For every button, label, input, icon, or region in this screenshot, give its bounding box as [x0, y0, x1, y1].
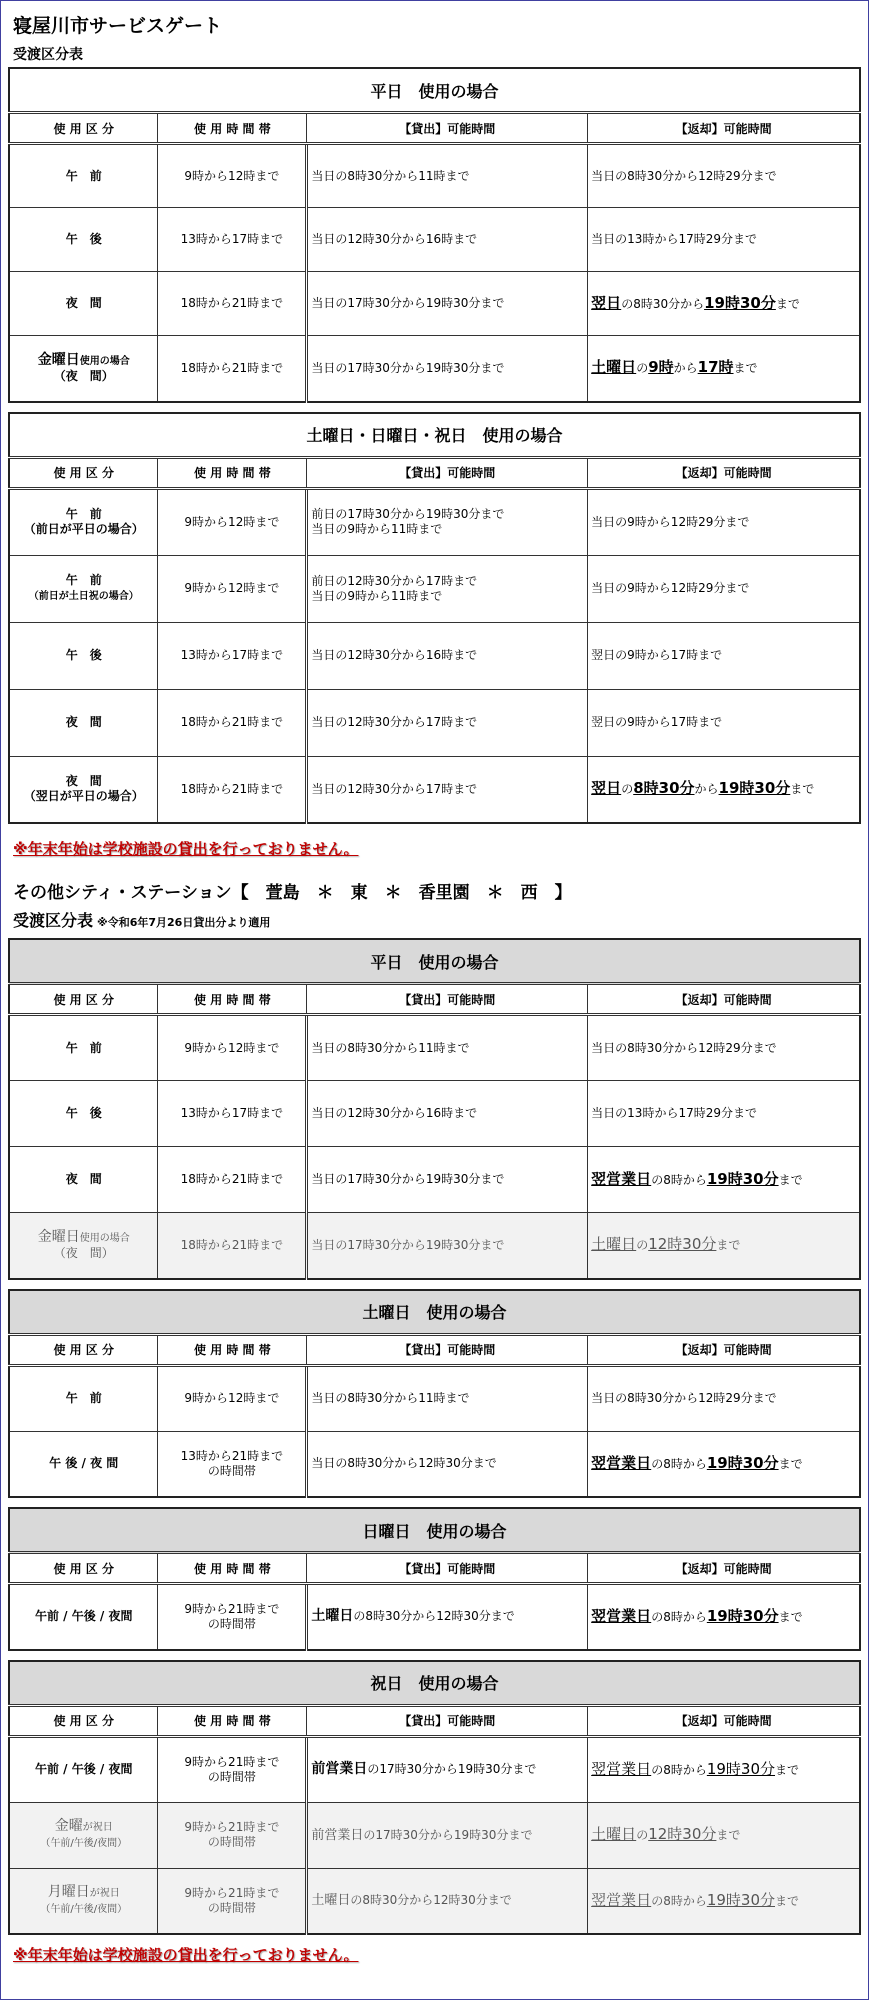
row-jikan: 13時から17時まで	[158, 622, 307, 689]
header-lend: 【貸出】可能時間	[307, 113, 588, 144]
header-kubun: 使 用 区 分	[9, 984, 158, 1015]
return-text: の8時から	[651, 1893, 707, 1908]
highlight-time: 9時	[648, 358, 674, 377]
row-return: 当日の8時30分から12時29分まで	[588, 1015, 860, 1081]
jikan-line: 13時から21時まで	[180, 1448, 284, 1463]
row-kubun	[9, 336, 158, 402]
kubun-sub: （夜 間）	[53, 368, 114, 383]
lend-text: の17時30分から19時30分まで	[363, 1827, 533, 1842]
row-return	[588, 1213, 860, 1279]
table-title-text: 受渡区分表	[13, 911, 94, 930]
kubun-sub: （前日が土日祝の場合）	[28, 591, 139, 602]
return-text: まで	[775, 1893, 800, 1908]
header-return: 【返却】可能時間	[588, 1553, 860, 1584]
row-jikan: 18時から21時まで	[158, 1147, 307, 1213]
lend-line: 当日の9時から11時まで	[311, 522, 443, 536]
return-text: の	[636, 1828, 649, 1842]
kubun-note: 使用の場合	[79, 355, 130, 367]
table-row	[9, 1147, 860, 1213]
return-text: の8時から	[651, 1172, 707, 1187]
row-jikan: 9時から12時まで	[158, 488, 307, 555]
kubun-main: 午 前	[65, 507, 102, 521]
row-lend	[307, 1868, 588, 1934]
return-text: まで	[790, 782, 815, 797]
lend-day: 土曜日	[311, 1608, 354, 1625]
row-lend: 当日の17時30分から19時30分まで	[307, 1213, 588, 1279]
header-return: 【返却】可能時間	[588, 1334, 860, 1365]
lend-text: の17時30分から19時30分まで	[367, 1762, 537, 1776]
highlight-time: 19時30分	[706, 1759, 776, 1778]
return-text: の8時30分から	[621, 296, 705, 311]
kubun-sub: （前日が平日の場合）	[23, 522, 144, 536]
row-lend	[307, 1584, 588, 1650]
return-text: の	[621, 782, 634, 797]
row-return: 当日の8時30分から12時29分まで	[588, 1365, 860, 1431]
row-lend	[307, 1802, 588, 1868]
header-kubun: 使 用 区 分	[9, 113, 158, 144]
header-jikan: 使 用 時 間 帯	[158, 113, 307, 144]
jikan-line: の時間帯	[207, 1463, 256, 1478]
row-return	[588, 756, 860, 823]
lend-day: 前営業日	[311, 1761, 368, 1777]
return-text: の8時から	[651, 1456, 707, 1471]
header-return: 【返却】可能時間	[588, 1705, 860, 1736]
row-return: 当日の8時30分から12時29分まで	[588, 144, 860, 208]
row-jikan: 18時から21時まで	[158, 756, 307, 823]
row-lend: 当日の8時30分から11時まで	[307, 1015, 588, 1081]
lend-line: 前日の17時30分から19時30分まで	[311, 507, 505, 521]
table-row	[9, 1213, 860, 1279]
row-lend	[307, 555, 588, 622]
table-row	[9, 1365, 860, 1431]
jikan-line: の時間帯	[207, 1900, 256, 1915]
row-jikan	[158, 1584, 307, 1650]
row-kubun	[9, 1868, 158, 1934]
row-kubun: 夜 間	[9, 1147, 158, 1213]
table-row	[9, 208, 860, 272]
table-row	[9, 1015, 860, 1081]
table-row	[9, 1736, 860, 1802]
kubun-day: 月曜日	[47, 1883, 90, 1900]
lend-line: 前日の12時30分から17時まで	[311, 573, 478, 588]
return-text: の8時から	[651, 1762, 707, 1777]
highlight-time: 12時30分	[648, 1825, 717, 1843]
table-caption: 平日 使用の場合	[9, 939, 860, 984]
row-lend: 当日の12時30分から16時まで	[307, 1081, 588, 1147]
station-saturday-table	[8, 1289, 861, 1499]
jikan-line: の時間帯	[207, 1835, 256, 1849]
row-return	[588, 1802, 860, 1868]
return-text: の8時から	[651, 1609, 707, 1624]
row-kubun: 午 後	[9, 622, 158, 689]
table-row	[9, 622, 860, 689]
row-jikan	[158, 1868, 307, 1934]
kubun-main: 午 前	[65, 573, 102, 587]
highlight-time: 19時30分	[706, 1169, 779, 1188]
row-kubun: 午前 / 午後 / 夜間	[9, 1584, 158, 1650]
table-caption: 土曜日・日曜日・祝日 使用の場合	[9, 413, 860, 458]
row-kubun	[9, 488, 158, 555]
row-kubun: 午 後	[9, 208, 158, 272]
return-text: から	[694, 782, 719, 797]
return-text: まで	[775, 1762, 800, 1777]
header-return: 【返却】可能時間	[588, 457, 860, 488]
table-row	[9, 756, 860, 823]
section-title: その他シティ・ステーション【 萱島 ＊ 東 ＊ 香里園 ＊ 西 】	[13, 883, 572, 903]
highlight-time: 17時	[697, 358, 734, 377]
year-end-warning: ※年末年始は学校施設の貸出を行っておりません。	[13, 840, 359, 858]
table-caption: 日曜日 使用の場合	[9, 1508, 860, 1553]
row-jikan: 18時から21時まで	[158, 1213, 307, 1279]
jikan-line: 9時から21時まで	[184, 1601, 280, 1616]
row-kubun	[9, 1213, 158, 1279]
return-text: から	[673, 361, 698, 376]
row-return	[588, 1147, 860, 1213]
kubun-note: が祝日	[82, 1822, 113, 1833]
row-lend: 当日の8時30分から12時30分まで	[307, 1431, 588, 1497]
kubun-note: が祝日	[89, 1887, 120, 1899]
kubun-note: 使用の場合	[79, 1232, 130, 1244]
table-title: 受渡区分表	[13, 47, 83, 63]
header-kubun: 使 用 区 分	[9, 1705, 158, 1736]
return-text: まで	[716, 1238, 741, 1253]
table-note: ※令和6年7月26日貸出分より適用	[97, 916, 271, 929]
row-jikan: 9時から12時まで	[158, 1015, 307, 1081]
row-return	[588, 1736, 860, 1802]
table-caption: 土曜日 使用の場合	[9, 1290, 860, 1335]
return-text: の	[636, 1238, 649, 1253]
jikan-line: 9時から21時まで	[184, 1754, 280, 1769]
row-return: 当日の13時から17時29分まで	[588, 208, 860, 272]
row-kubun: 午 前	[9, 1365, 158, 1431]
kubun-sub: （午前/午後/夜間）	[40, 1903, 128, 1915]
row-lend: 当日の17時30分から19時30分まで	[307, 272, 588, 336]
highlight-time: 8時30分	[633, 779, 695, 798]
row-kubun: 午 前	[9, 144, 158, 208]
kubun-day: 金曜日	[37, 351, 80, 368]
kubun-sub: （午前/午後/夜間）	[40, 1838, 128, 1849]
highlight-day: 翌日	[591, 293, 622, 312]
lend-text: の8時30分から12時30分まで	[353, 1609, 515, 1624]
row-return	[588, 1431, 860, 1497]
jikan-line: の時間帯	[207, 1616, 256, 1631]
highlight-day: 土曜日	[591, 358, 637, 377]
row-jikan: 18時から21時まで	[158, 336, 307, 402]
table-caption: 平日 使用の場合	[9, 68, 860, 113]
highlight-day: 翌日	[591, 779, 622, 798]
return-text: まで	[778, 1456, 803, 1471]
header-jikan: 使 用 時 間 帯	[158, 1705, 307, 1736]
station-sunday-table	[8, 1507, 861, 1651]
row-jikan: 18時から21時まで	[158, 689, 307, 756]
row-jikan: 18時から21時まで	[158, 272, 307, 336]
table-row	[9, 1431, 860, 1497]
row-kubun: 夜 間	[9, 689, 158, 756]
kubun-sub: （夜 間）	[53, 1245, 114, 1260]
return-text: まで	[775, 296, 800, 311]
row-jikan: 13時から17時まで	[158, 1081, 307, 1147]
header-return: 【返却】可能時間	[588, 984, 860, 1015]
highlight-day: 翌営業日	[591, 1759, 652, 1778]
row-lend: 当日の17時30分から19時30分まで	[307, 336, 588, 402]
table-title	[13, 908, 861, 936]
highlight-time: 12時30分	[648, 1235, 717, 1254]
row-kubun	[9, 1802, 158, 1868]
header-jikan: 使 用 時 間 帯	[158, 457, 307, 488]
row-kubun: 午 後 / 夜 間	[9, 1431, 158, 1497]
kubun-day: 金曜	[54, 1818, 83, 1834]
table-row	[9, 1868, 860, 1934]
table-row	[9, 555, 860, 622]
highlight-day: 翌営業日	[591, 1890, 652, 1909]
row-lend: 当日の8時30分から11時まで	[307, 1365, 588, 1431]
row-jikan: 13時から17時まで	[158, 208, 307, 272]
row-return: 当日の9時から12時29分まで	[588, 555, 860, 622]
highlight-day: 土曜日	[591, 1235, 637, 1254]
lend-day: 土曜日	[311, 1893, 351, 1909]
row-return	[588, 1868, 860, 1934]
table-row	[9, 1081, 860, 1147]
row-lend: 当日の12時30分から16時まで	[307, 622, 588, 689]
header-kubun: 使 用 区 分	[9, 457, 158, 488]
highlight-time: 19時30分	[706, 1453, 779, 1472]
station-holiday-table	[8, 1660, 861, 1936]
table-row	[9, 144, 860, 208]
highlight-time: 19時30分	[706, 1890, 776, 1909]
header-lend: 【貸出】可能時間	[307, 457, 588, 488]
row-kubun: 午前 / 午後 / 夜間	[9, 1736, 158, 1802]
row-return	[588, 272, 860, 336]
row-lend: 当日の12時30分から17時まで	[307, 756, 588, 823]
header-kubun: 使 用 区 分	[9, 1553, 158, 1584]
row-jikan	[158, 1431, 307, 1497]
highlight-time: 19時30分	[704, 293, 776, 312]
row-jikan	[158, 1736, 307, 1802]
highlight-time: 19時30分	[718, 779, 791, 798]
header-lend: 【貸出】可能時間	[307, 1334, 588, 1365]
row-jikan	[158, 1802, 307, 1868]
header-kubun: 使 用 区 分	[9, 1334, 158, 1365]
weekend-holiday-schedule-table	[8, 412, 861, 825]
row-return: 翌日の9時から17時まで	[588, 689, 860, 756]
row-return	[588, 1584, 860, 1650]
header-return: 【返却】可能時間	[588, 113, 860, 144]
highlight-time: 19時30分	[706, 1606, 779, 1625]
row-lend: 当日の17時30分から19時30分まで	[307, 1147, 588, 1213]
row-lend	[307, 488, 588, 555]
lend-text: の8時30分から12時30分まで	[350, 1893, 512, 1908]
row-jikan: 9時から12時まで	[158, 555, 307, 622]
return-text: まで	[733, 361, 758, 376]
header-lend: 【貸出】可能時間	[307, 1705, 588, 1736]
table-row	[9, 689, 860, 756]
highlight-day: 翌営業日	[591, 1169, 652, 1188]
jikan-line: の時間帯	[207, 1769, 256, 1784]
row-lend: 当日の8時30分から11時まで	[307, 144, 588, 208]
row-lend: 当日の12時30分から16時まで	[307, 208, 588, 272]
weekday-schedule-table	[8, 67, 861, 403]
row-return: 翌日の9時から17時まで	[588, 622, 860, 689]
highlight-day: 翌営業日	[591, 1606, 652, 1625]
kubun-day: 金曜日	[37, 1228, 80, 1245]
header-jikan: 使 用 時 間 帯	[158, 984, 307, 1015]
row-lend: 当日の12時30分から17時まで	[307, 689, 588, 756]
row-return: 当日の13時から17時29分まで	[588, 1081, 860, 1147]
return-text: の	[636, 361, 649, 376]
station-weekday-table	[8, 938, 861, 1280]
lend-line: 当日の9時から11時まで	[311, 588, 443, 603]
row-lend	[307, 1736, 588, 1802]
lend-day: 前営業日	[311, 1827, 364, 1843]
highlight-day: 土曜日	[591, 1825, 637, 1843]
table-caption: 祝日 使用の場合	[9, 1661, 860, 1706]
row-jikan: 9時から12時まで	[158, 1365, 307, 1431]
row-kubun: 午 前	[9, 1015, 158, 1081]
jikan-line: 9時から21時まで	[184, 1820, 280, 1834]
header-lend: 【貸出】可能時間	[307, 1553, 588, 1584]
year-end-warning: ※年末年始は学校施設の貸出を行っておりません。	[13, 1946, 359, 1964]
row-return: 当日の9時から12時29分まで	[588, 488, 860, 555]
table-row	[9, 1802, 860, 1868]
kubun-main: 夜 間	[65, 774, 102, 789]
row-kubun	[9, 555, 158, 622]
header-jikan: 使 用 時 間 帯	[158, 1334, 307, 1365]
header-jikan: 使 用 時 間 帯	[158, 1553, 307, 1584]
return-text: まで	[716, 1828, 741, 1842]
row-return	[588, 336, 860, 402]
row-kubun: 夜 間	[9, 272, 158, 336]
row-jikan: 9時から12時まで	[158, 144, 307, 208]
table-row	[9, 488, 860, 555]
return-text: まで	[778, 1172, 803, 1187]
site-title: 寝屋川市サービスゲート	[13, 15, 223, 37]
table-row	[9, 336, 860, 402]
highlight-day: 翌営業日	[591, 1453, 652, 1472]
table-row	[9, 272, 860, 336]
jikan-line: 9時から21時まで	[184, 1885, 280, 1900]
kubun-sub: （翌日が平日の場合）	[23, 789, 144, 804]
header-lend: 【貸出】可能時間	[307, 984, 588, 1015]
return-text: まで	[778, 1609, 803, 1624]
row-kubun	[9, 756, 158, 823]
row-kubun: 午 後	[9, 1081, 158, 1147]
table-row	[9, 1584, 860, 1650]
